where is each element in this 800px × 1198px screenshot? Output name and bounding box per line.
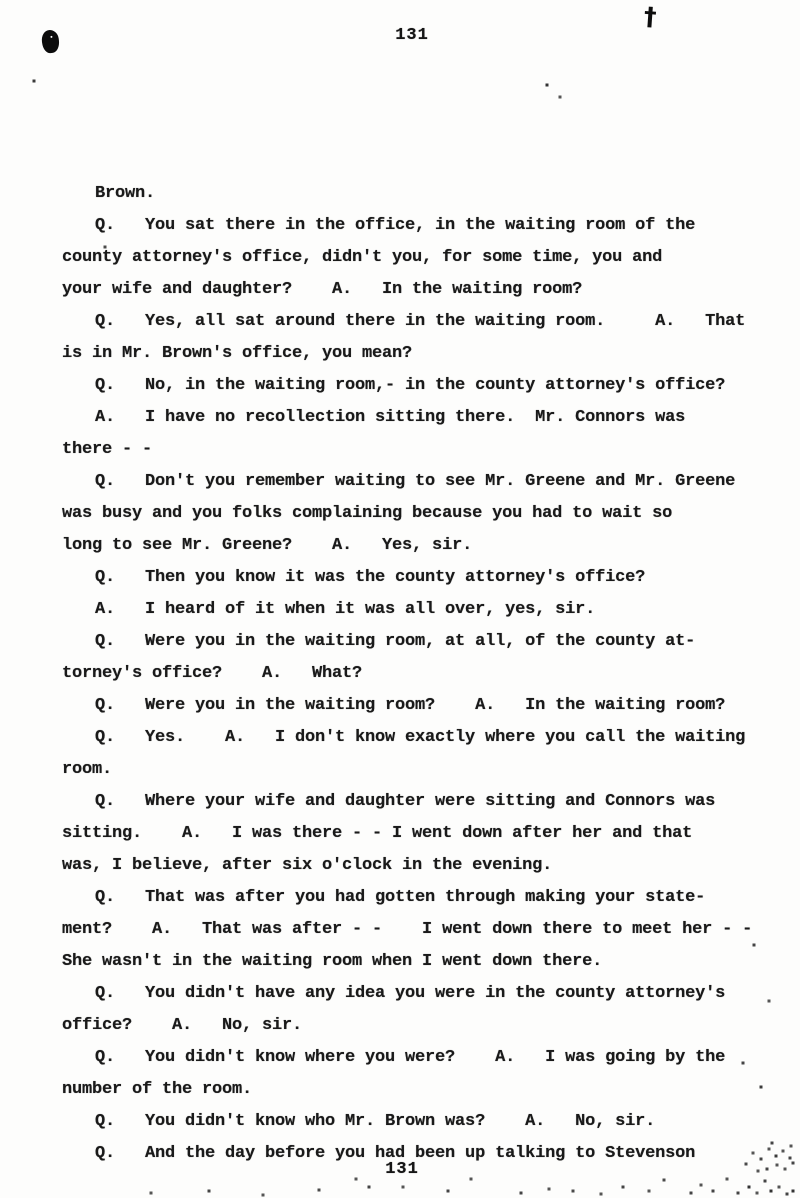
transcript-line: Q. Were you in the waiting room? A. In the waiting room? [95, 696, 726, 715]
transcript-line: Q. And the day before you had been up talking to Stevenson [95, 1144, 696, 1163]
transcript-line: A. I have no recollection sitting there. Mr. Connors was [95, 408, 686, 427]
transcript-line: your wife and daughter? A. In the waiting room? [62, 280, 583, 299]
page-number-header: 131 [395, 26, 429, 45]
transcript-line: Q. Where your wife and daughter were sitting and Connors was [95, 792, 716, 811]
transcript-line: Q. No, in the waiting room,- in the county attorney's office? [95, 376, 726, 395]
dagger-ink-mark-icon: † [643, 1, 658, 32]
transcript-line: torney's office? A. What? [62, 664, 363, 683]
transcript-line: was, I believe, after six o'clock in the evening. [62, 856, 553, 875]
transcript-line: Q. You didn't know where you were? A. I was going by the [95, 1048, 726, 1067]
transcript-line: Q. Yes. A. I don't know exactly where you call the waiting [95, 728, 746, 747]
transcript-line: office? A. No, sir. [62, 1016, 303, 1035]
transcript-line: number of the room. [62, 1080, 253, 1099]
transcript-line: She wasn't in the waiting room when I went down there. [62, 952, 603, 971]
transcript-line: room. [62, 760, 113, 779]
transcript-line: Q. Yes, all sat around there in the waiting room. A. That [95, 312, 746, 331]
transcript-line: Q. That was after you had gotten through making your state- [95, 888, 706, 907]
transcript-line: is in Mr. Brown's office, you mean? [62, 344, 413, 363]
scan-noise-speckles [0, 0, 2, 2]
transcript-line: Q. You sat there in the office, in the waiting room of the [95, 216, 696, 235]
transcript-line: Q. Then you know it was the county attorney's office? [95, 568, 646, 587]
transcript-line: long to see Mr. Greene? A. Yes, sir. [62, 536, 473, 555]
transcript-line: ment? A. That was after - - I went down there to meet her - - [62, 920, 753, 939]
transcript-line: Brown. [95, 184, 156, 203]
transcript-line: there - - [62, 440, 153, 459]
transcript-line: A. I heard of it when it was all over, yes, sir. [95, 600, 596, 619]
transcript-line: Q. Were you in the waiting room, at all, of the county at- [95, 632, 696, 651]
transcript-line: was busy and you folks complaining because you had to wait so [62, 504, 673, 523]
transcript-line: sitting. A. I was there - - I went down after her and that [62, 824, 693, 843]
transcript-line: Q. You didn't have any idea you were in the county attorney's [95, 984, 726, 1003]
transcript-line: Q. You didn't know who Mr. Brown was? A. No, sir. [95, 1112, 656, 1131]
page-number-footer: 131 [385, 1160, 419, 1179]
transcript-line: county attorney's office, didn't you, for some time, you and [62, 248, 663, 267]
transcript-line: Q. Don't you remember waiting to see Mr. Greene and Mr. Greene [95, 472, 736, 491]
transcript-text-block [62, 178, 788, 1170]
